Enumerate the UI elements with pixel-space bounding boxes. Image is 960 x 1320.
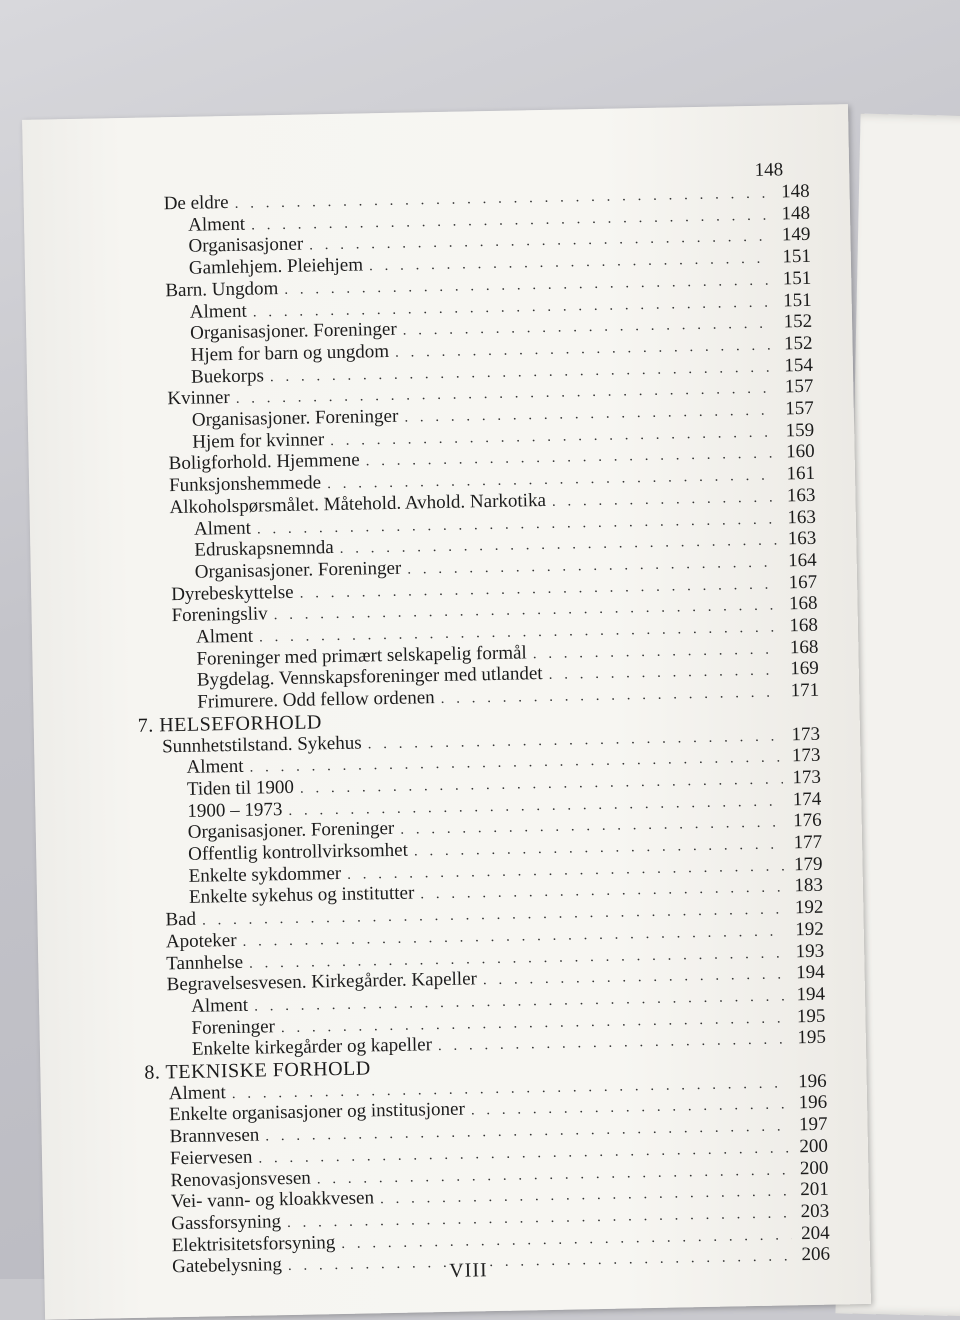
entry-label: Feiervesen [169, 1146, 253, 1170]
entry-page-number: 159 [785, 419, 815, 442]
entry-label: Alment [195, 625, 254, 648]
entry-label: Alment [186, 755, 244, 779]
entry-page-number: 151 [782, 245, 812, 268]
entry-label: Organisasjoner. Foreninger [190, 318, 397, 344]
entry-label: Organisasjoner [188, 233, 304, 258]
entry-label: Enkelte sykehus og institutter [188, 882, 415, 909]
entry-label: Foreninger [191, 1015, 276, 1039]
entry-label: 1900 – 1973 [187, 798, 283, 822]
entry-label: Alment [189, 300, 247, 323]
entry-label: Dyrebeskyttelse [171, 581, 294, 605]
entry-page-number: 196 [797, 1070, 827, 1092]
page-number-roman: VIII [449, 1259, 488, 1282]
entry-page-number: 157 [785, 397, 814, 420]
entry-label: Edruskapsnemnda [194, 537, 334, 561]
entry-label: Begravelsesvesen. Kirkegårder. Kapeller [166, 968, 478, 996]
entry-label: Elektrisitetsforsyning [171, 1231, 336, 1256]
entry-page-number: 164 [787, 549, 817, 572]
entry-label: Organisasjoner. Foreninger [191, 405, 399, 431]
entry-page-number: 195 [796, 1005, 826, 1027]
entry-page-number: 148 [781, 202, 811, 225]
entry-page-number: 177 [793, 831, 823, 854]
section-title: 7. HELSEFORHOLD [137, 711, 323, 737]
toc-top-page-number: 148 [754, 159, 784, 181]
entry-page-number: 157 [784, 376, 814, 398]
entry-page-number: 206 [801, 1243, 831, 1266]
entry-label: Apoteker [165, 929, 237, 953]
entry-page-number: 152 [783, 332, 813, 355]
entry-label: Alment [168, 1081, 226, 1104]
entry-page-number: 192 [795, 918, 824, 941]
entry-label: Hjem for barn og ungdom [190, 340, 390, 366]
entry-page-number: 168 [788, 593, 818, 615]
entry-label: De eldre [163, 191, 229, 215]
entry-label: Enkelte sykdommer [188, 862, 342, 887]
entry-label: Bad [165, 908, 197, 931]
entry-page-number: 201 [800, 1178, 829, 1201]
entry-page-number: 149 [781, 224, 811, 246]
entry-label: Funksjonshemmede [168, 472, 322, 497]
entry-page-number: 163 [787, 506, 817, 528]
entry-page-number: 203 [800, 1200, 830, 1223]
entry-label: Kvinner [167, 387, 230, 410]
entry-page-number: 174 [792, 788, 822, 810]
entry-label: Foreninger med primært selskapelig formål [196, 642, 527, 670]
entry-page-number: 168 [789, 636, 819, 658]
entry-label: Alment [187, 213, 246, 236]
entry-page-number: 204 [800, 1222, 830, 1244]
section-title: 8. TEKNISKE FORHOLD [144, 1057, 371, 1084]
entry-page-number: 161 [786, 462, 816, 485]
entry-label: Alment [190, 994, 249, 1017]
entry-label: Offentlig kontrollvirksomhet [188, 839, 409, 865]
entry-page-number: 154 [784, 354, 814, 376]
entry-label: Alkoholspørsmålet. Måtehold. Avhold. Narkotika [169, 489, 547, 518]
entry-page-number: 168 [789, 614, 819, 637]
entry-page-number: 194 [796, 983, 826, 1006]
entry-page-number: 173 [791, 723, 821, 745]
entry-label: Barn. Ungdom [165, 277, 279, 302]
entry-label: Gatebelysning [171, 1254, 283, 1278]
entry-label: Frimurere. Odd fellow ordenen [197, 687, 435, 713]
entry-page-number: 176 [792, 810, 822, 832]
entry-label: Alment [193, 517, 252, 540]
entry-label: Gassforsyning [171, 1211, 282, 1235]
entry-label: Vei- vann- og kloakkvesen [170, 1187, 375, 1213]
entry-page-number: 200 [799, 1157, 829, 1179]
entry-page-number: 179 [793, 853, 823, 875]
entry-page-number: 193 [795, 940, 825, 962]
entry-page-number: 173 [792, 766, 822, 789]
entry-page-number: 151 [782, 289, 812, 311]
entry-label: Sunnhetstilstand. Sykehus [161, 732, 362, 757]
entry-page-number: 151 [782, 267, 812, 290]
entry-label: Brannvesen [169, 1124, 260, 1148]
entry-label: Organisasjoner. Foreninger [187, 818, 395, 844]
entry-page-number: 169 [790, 658, 819, 680]
entry-label: Bygdelag. Vennskapsforeninger med utlandet [196, 663, 543, 692]
entry-label: Enkelte kirkegårder og kapeller [191, 1034, 433, 1061]
entry-label: Tannhelse [166, 951, 244, 974]
entry-page-number: 192 [794, 896, 824, 919]
entry-label: Tiden til 1900 [186, 776, 295, 800]
entry-page-number: 196 [798, 1092, 828, 1114]
entry-label: Boligforhold. Hjemmene [168, 449, 360, 475]
entry-label: Enkelte organisasjoner og institusjoner [169, 1099, 466, 1126]
entry-page-number: 194 [795, 961, 825, 984]
entry-page-number: 200 [799, 1135, 829, 1157]
entry-label: Buekorps [190, 364, 265, 388]
entry-page-number: 173 [791, 744, 821, 767]
entry-label: Hjem for kvinner [192, 428, 325, 453]
entry-page-number: 163 [786, 484, 816, 507]
entry-label: Foreningsliv [171, 603, 268, 627]
entry-page-number: 160 [785, 441, 815, 463]
entry-page-number: 148 [780, 180, 810, 203]
entry-page-number: 163 [787, 527, 817, 550]
entry-page-number: 195 [797, 1026, 827, 1049]
entry-page-number: 152 [783, 310, 813, 333]
entry-page-number: 167 [788, 571, 818, 593]
entry-page-number: 171 [790, 679, 820, 702]
entry-page-number: 183 [794, 875, 824, 897]
entry-page-number: 197 [798, 1113, 828, 1136]
entry-label: Organisasjoner. Foreninger [194, 557, 402, 583]
entry-label: Renovasjonsvesen [170, 1167, 312, 1191]
entry-label: Gamlehjem. Pleiehjem [188, 254, 364, 279]
